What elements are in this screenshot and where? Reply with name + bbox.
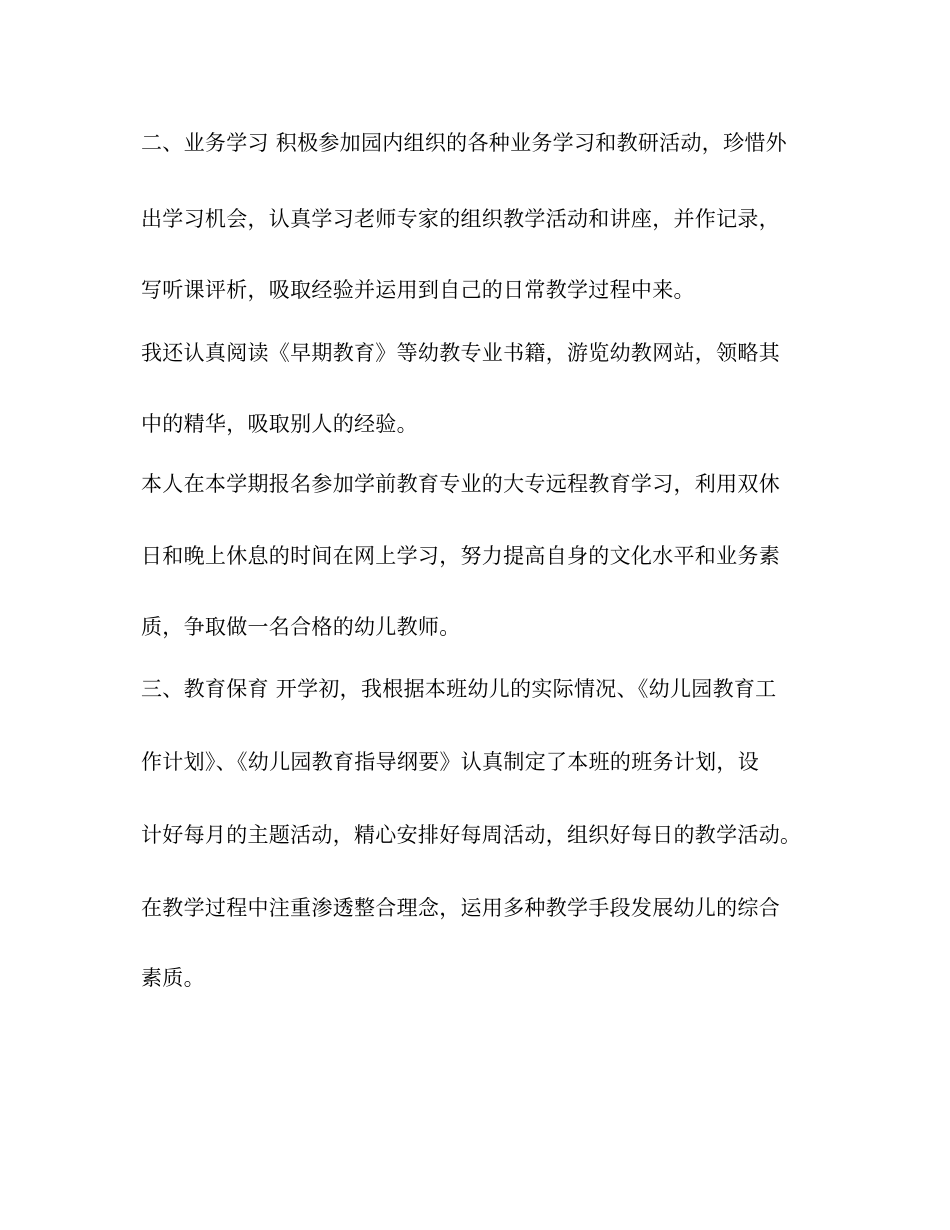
text-line: 出学习机会，认真学习老师专家的组织教学活动和讲座，并作记录， — [141, 207, 780, 231]
text-line: 二、业务学习 积极参加园内组织的各种业务学习和教研活动，珍惜外 — [141, 131, 787, 155]
text-line: 素质。 — [141, 966, 205, 990]
text-line: 我还认真阅读《早期教育》等幼教专业书籍，游览幼教网站，领略其 — [141, 341, 780, 365]
text-line: 本人在本学期报名参加学前教育专业的大专远程教育学习，利用双休 — [141, 472, 780, 496]
text-line: 中的精华，吸取别人的经验。 — [141, 412, 418, 436]
text-line: 日和晚上休息的时间在网上学习，努力提高自身的文化水平和业务素 — [141, 544, 780, 568]
text-line: 三、教育保育 开学初，我根据本班幼儿的实际情况、《幼儿园教育工 — [141, 677, 777, 701]
text-line: 作计划》、《幼儿园教育指导纲要》认真制定了本班的班务计划，设 — [141, 750, 759, 774]
text-line: 计好每月的主题活动，精心安排好每周活动，组织好每日的教学活动。 — [141, 823, 802, 847]
text-line: 在教学过程中注重渗透整合理念，运用多种教学手段发展幼儿的综合 — [141, 896, 780, 920]
text-line: 写听课评析，吸取经验并运用到自己的日常教学过程中来。 — [141, 278, 695, 302]
text-line: 质，争取做一名合格的幼儿教师。 — [141, 615, 461, 639]
